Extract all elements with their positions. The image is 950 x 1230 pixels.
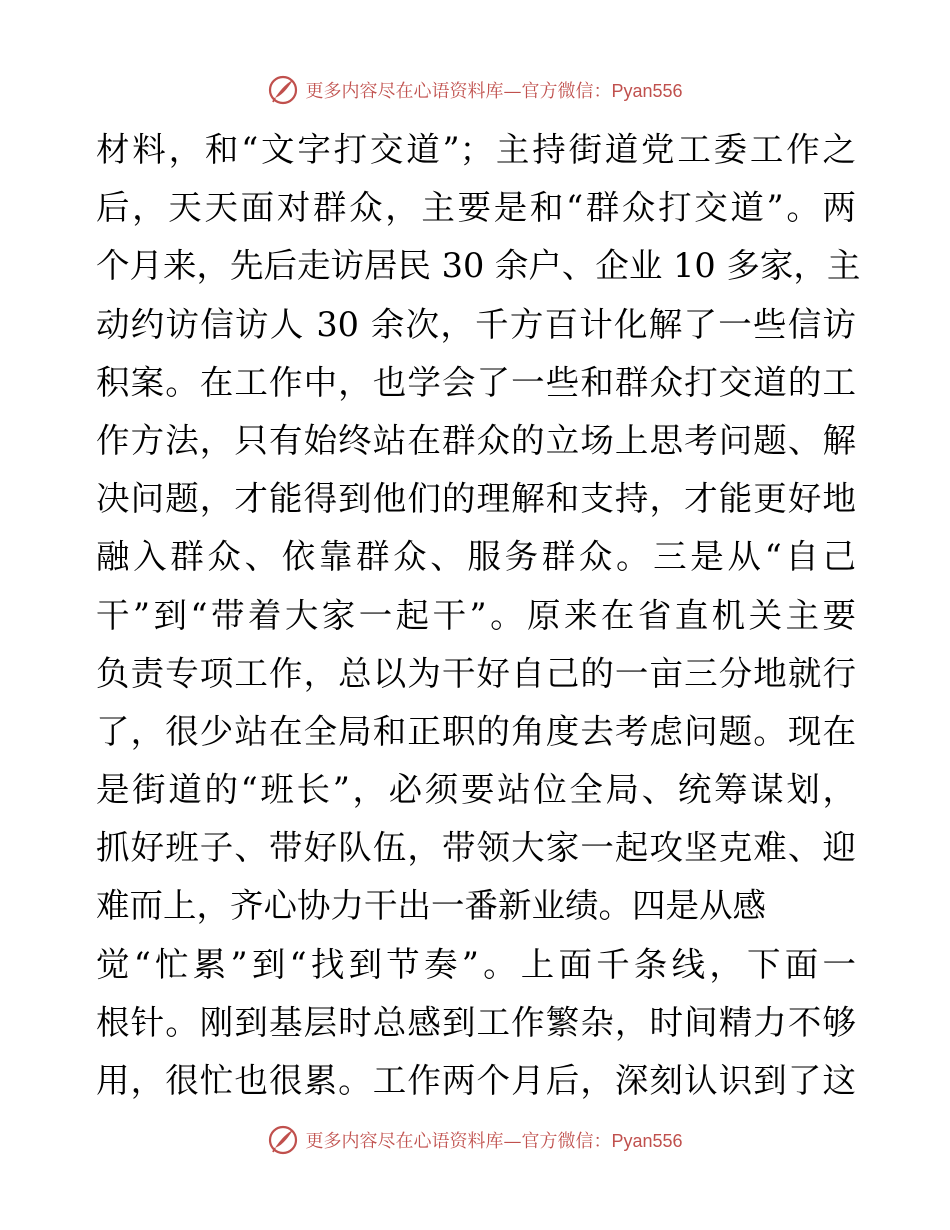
wechat-id: Pyan556: [611, 81, 683, 101]
header-banner: [0, 70, 950, 110]
text-line: 负责专项工作，总以为干好自己的一亩三分地就行: [96, 653, 856, 693]
text-line: 觉“忙累”到“找到节奏”。上面千条线，下面一: [96, 944, 856, 984]
text-line: 难而上，齐心协力干出一番新业绩。四是从感: [96, 886, 766, 926]
text-line: 是街道的“班长”，必须要站位全局、统筹谋划，: [96, 770, 856, 810]
text-line: 了，很少站在全局和正职的角度去考虑问题。现在: [96, 711, 856, 751]
text-line: 干”到“带着大家一起干”。原来在省直机关主要: [96, 595, 856, 635]
footer-banner: [0, 1120, 950, 1160]
text-line: 动约访信访人 30 余次，千方百计化解了一些信访: [96, 304, 856, 344]
feather-quill-icon: [267, 74, 299, 106]
text-line: 个月来，先后走访居民 30 余户、企业 10 多家，主: [96, 246, 861, 286]
text-line: 作方法，只有始终站在群众的立场上思考问题、解: [96, 420, 856, 460]
wechat-id: Pyan556: [611, 1131, 683, 1151]
feather-quill-icon: [267, 1124, 299, 1156]
footer-banner-text: 更多内容尽在心语资料库—官方微信：Pyan556: [305, 1131, 683, 1152]
text-line: 抓好班子、带好队伍，带领大家一起攻坚克难、迎: [96, 828, 856, 868]
text-line: 积案。在工作中，也学会了一些和群众打交道的工: [96, 362, 856, 402]
text-line: 用，很忙也很累。工作两个月后，深刻认识到了这: [96, 1061, 856, 1100]
text-line: 材料，和“文字打交道”；主持街道党工委工作之: [96, 130, 856, 169]
body-text: [96, 121, 861, 1110]
text-line: 融入群众、依靠群众、服务群众。三是从“自己: [96, 537, 856, 577]
text-line: 根针。刚到基层时总感到工作繁杂，时间精力不够: [96, 1002, 856, 1042]
header-banner-text: 更多内容尽在心语资料库—官方微信：Pyan556: [305, 81, 683, 102]
text-line: 决问题，才能得到他们的理解和支持，才能更好地: [96, 479, 856, 519]
text-line: 后，天天面对群众，主要是和“群众打交道”。两: [96, 188, 856, 228]
